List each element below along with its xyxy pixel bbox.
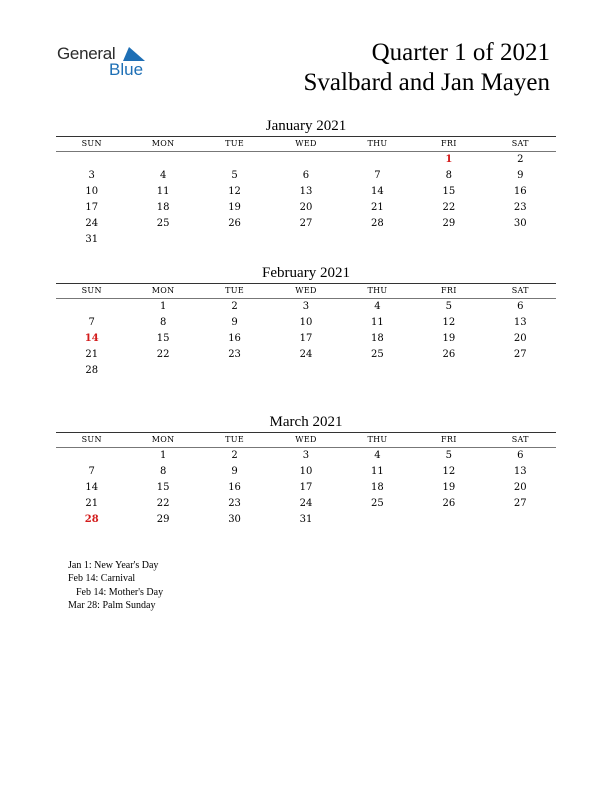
day-cell: 20	[513, 482, 527, 493]
day-cell: 19	[442, 333, 456, 344]
day-cell: 10	[299, 466, 313, 477]
holiday-day-cell: 14	[84, 333, 99, 344]
day-cell: 28	[371, 218, 384, 229]
day-grid	[56, 299, 556, 379]
day-cell: 11	[156, 186, 170, 197]
day-cell: 20	[299, 202, 313, 213]
day-cell: 21	[85, 498, 99, 509]
weekday-label: SAT	[511, 286, 529, 295]
logo-word-general: General	[57, 44, 116, 63]
day-cell: 7	[88, 317, 95, 328]
day-cell: 25	[156, 218, 170, 229]
day-cell: 23	[228, 498, 241, 509]
empty-day-cell	[127, 152, 198, 168]
day-cell: 10	[85, 186, 99, 197]
day-cell: 26	[228, 218, 241, 229]
day-cell: 11	[371, 317, 384, 328]
month-title: February 2021	[262, 265, 350, 281]
weekday-label: SUN	[81, 286, 102, 295]
day-cell: 29	[442, 218, 456, 229]
day-cell: 30	[513, 218, 527, 229]
empty-day-cell	[56, 152, 127, 168]
weekday-label: SAT	[511, 435, 529, 444]
day-cell: 27	[299, 218, 313, 229]
day-cell: 16	[228, 333, 241, 344]
holiday-list	[68, 559, 163, 612]
day-cell: 15	[156, 482, 170, 493]
day-cell: 31	[299, 514, 313, 525]
day-cell: 21	[371, 202, 384, 213]
day-cell: 20	[513, 333, 527, 344]
day-cell: 3	[302, 450, 310, 461]
day-cell: 24	[299, 349, 313, 360]
month-february	[56, 263, 556, 379]
day-cell: 12	[228, 186, 241, 197]
day-cell: 18	[371, 333, 384, 344]
day-cell: 12	[442, 466, 456, 477]
holiday-entry: Mar 28: Palm Sunday	[68, 599, 156, 611]
day-cell: 15	[442, 186, 456, 197]
day-cell: 29	[156, 514, 170, 525]
day-cell: 25	[371, 349, 384, 360]
holiday-entry: Feb 14: Carnival	[68, 573, 136, 585]
weekday-label: THU	[367, 435, 388, 444]
day-cell: 4	[159, 170, 167, 181]
weekday-label: WED	[295, 139, 317, 148]
day-cell: 27	[513, 498, 527, 509]
day-cell: 22	[156, 349, 170, 360]
weekday-label: SAT	[511, 139, 529, 148]
day-cell: 7	[374, 170, 381, 181]
day-cell: 22	[442, 202, 456, 213]
day-cell: 11	[371, 466, 384, 477]
empty-day-cell	[56, 299, 127, 315]
day-cell: 16	[228, 482, 241, 493]
month-title: January 2021	[265, 118, 347, 134]
day-grid	[56, 152, 556, 248]
day-cell: 18	[156, 202, 170, 213]
empty-day-cell	[270, 152, 341, 168]
day-cell: 13	[513, 466, 527, 477]
weekday-label: MON	[151, 435, 175, 444]
holiday-day-cell: 28	[84, 514, 99, 525]
weekday-header	[56, 433, 556, 447]
day-cell: 4	[374, 450, 381, 461]
weekday-label: MON	[151, 139, 175, 148]
day-cell: 26	[442, 349, 456, 360]
holiday-day-cell: 1	[445, 154, 453, 165]
day-cell: 30	[228, 514, 241, 525]
weekday-label: THU	[367, 286, 388, 295]
weekday-label: TUE	[225, 139, 244, 148]
weekday-label: SUN	[81, 435, 102, 444]
day-cell: 9	[517, 170, 524, 181]
empty-day-cell	[199, 152, 270, 168]
day-cell: 23	[228, 349, 241, 360]
day-cell: 3	[302, 301, 310, 312]
empty-day-cell	[342, 152, 413, 168]
day-cell: 27	[513, 349, 527, 360]
day-cell: 24	[299, 498, 313, 509]
day-cell: 8	[159, 466, 167, 477]
weekday-header	[56, 137, 556, 151]
holiday-entry: Jan 1: New Year's Day	[68, 560, 159, 571]
day-cell: 7	[88, 466, 95, 477]
month-january	[56, 116, 556, 248]
empty-day-cell	[56, 448, 127, 464]
day-cell: 9	[231, 466, 238, 477]
day-cell: 5	[231, 170, 238, 181]
day-cell: 9	[231, 317, 238, 328]
weekday-label: FRI	[441, 286, 457, 295]
month-march	[56, 412, 556, 528]
weekday-label: FRI	[441, 139, 457, 148]
day-cell: 24	[85, 218, 99, 229]
day-cell: 12	[442, 317, 456, 328]
day-cell: 16	[513, 186, 527, 197]
page-title	[304, 38, 550, 98]
weekday-label: THU	[367, 139, 388, 148]
day-cell: 4	[374, 301, 381, 312]
day-cell: 2	[231, 301, 238, 312]
day-cell: 13	[513, 317, 527, 328]
day-cell: 14	[85, 482, 99, 493]
day-cell: 3	[88, 170, 95, 181]
day-cell: 14	[371, 186, 384, 197]
weekday-label: WED	[295, 435, 317, 444]
day-cell: 18	[371, 482, 384, 493]
day-cell: 31	[85, 234, 99, 245]
weekday-label: MON	[151, 286, 175, 295]
generalblue-logo	[57, 44, 157, 84]
day-grid	[56, 448, 556, 528]
day-cell: 6	[517, 450, 524, 461]
day-cell: 5	[445, 301, 453, 312]
day-cell: 26	[442, 498, 456, 509]
day-cell: 25	[371, 498, 384, 509]
weekday-label: WED	[295, 286, 317, 295]
day-cell: 19	[442, 482, 456, 493]
day-cell: 17	[299, 482, 313, 493]
logo-word-blue: Blue	[109, 60, 144, 79]
day-cell: 5	[445, 450, 453, 461]
holiday-entry: Feb 14: Mother's Day	[76, 586, 164, 598]
weekday-label: TUE	[225, 286, 244, 295]
day-cell: 6	[517, 301, 524, 312]
day-cell: 17	[85, 202, 99, 213]
day-cell: 1	[159, 301, 167, 312]
day-cell: 17	[299, 333, 313, 344]
day-cell: 19	[228, 202, 241, 213]
day-cell: 21	[85, 349, 99, 360]
day-cell: 23	[513, 202, 527, 213]
day-cell: 10	[299, 317, 313, 328]
day-cell: 2	[231, 450, 238, 461]
day-cell: 6	[302, 170, 310, 181]
day-cell: 22	[156, 498, 170, 509]
weekday-label: TUE	[225, 435, 244, 444]
day-cell: 8	[445, 170, 453, 181]
title-line-region: Svalbard and Jan Mayen	[303, 69, 550, 96]
weekday-label: SUN	[81, 139, 102, 148]
weekday-header	[56, 284, 556, 298]
day-cell: 2	[517, 154, 524, 165]
day-cell: 1	[159, 450, 167, 461]
weekday-label: FRI	[441, 435, 457, 444]
day-cell: 28	[85, 365, 99, 376]
day-cell: 15	[156, 333, 170, 344]
month-title: March 2021	[269, 414, 343, 430]
title-line-quarter: Quarter 1 of 2021	[371, 39, 550, 66]
day-cell: 13	[299, 186, 313, 197]
day-cell: 8	[159, 317, 167, 328]
logo-triangle-icon	[123, 47, 145, 61]
